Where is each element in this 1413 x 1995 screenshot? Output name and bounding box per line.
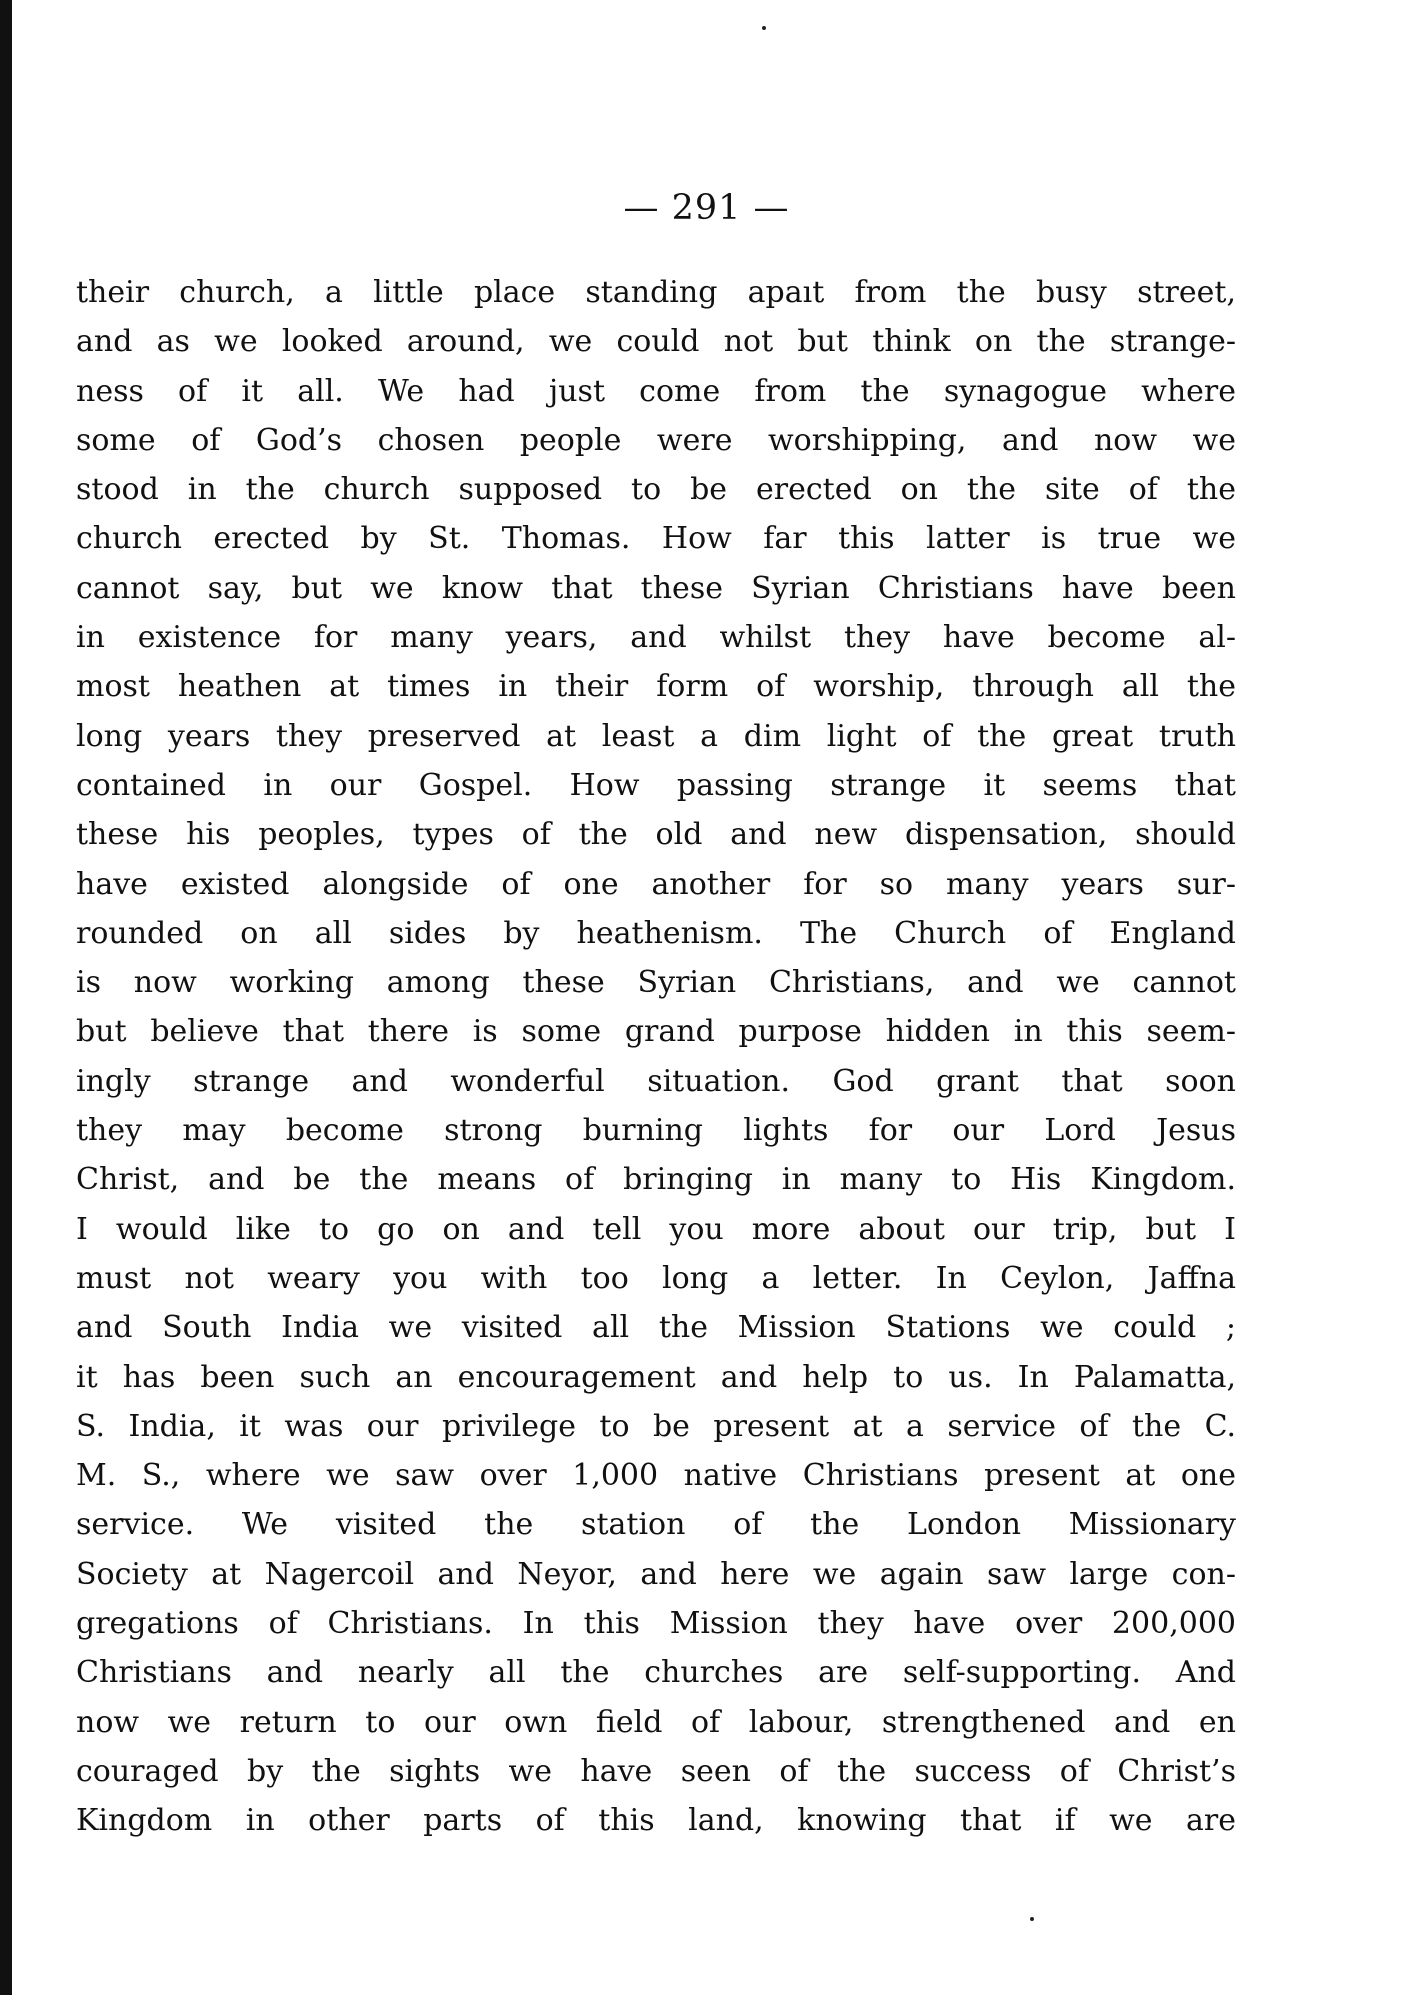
text-line: these his peoples, types of the old and new dispensation, should: [76, 817, 1236, 853]
text-line: M. S., where we saw over 1,000 native Christians present at one: [76, 1458, 1236, 1494]
body-text: [76, 268, 1236, 1846]
text-line: stood in the church supposed to be erected on the site of the: [76, 472, 1236, 508]
text-line: S. India, it was our privilege to be present at a service of the C.: [76, 1408, 1236, 1444]
text-line: cannot say, but we know that these Syrian Christians have been: [76, 570, 1236, 606]
text-line: and South India we visited all the Mission Stations we could ;: [76, 1310, 1236, 1346]
text-line: it has been such an encouragement and help to us. In Palamatta,: [76, 1359, 1236, 1395]
text-line: long years they preserved at least a dim light of the great truth: [76, 718, 1236, 754]
text-line: some of God’s chosen people were worshipping, and now we: [76, 422, 1236, 458]
text-line: in existence for many years, and whilst they have become al-: [76, 620, 1236, 656]
text-line: have existed alongside of one another for so many years sur-: [76, 866, 1236, 902]
text-line: church erected by St. Thomas. How far this latter is true we: [76, 521, 1236, 557]
text-line: is now working among these Syrian Christians, and we cannot: [76, 965, 1236, 1001]
text-line: service. We visited the station of the London Missionary: [76, 1507, 1236, 1543]
page-number: — 291 —: [623, 188, 790, 228]
text-line: Christ, and be the means of bringing in many to His Kingdom.: [76, 1162, 1236, 1198]
text-line: and as we looked around, we could not but think on the strange-: [76, 324, 1236, 360]
text-line: most heathen at times in their form of worship, through all the: [76, 669, 1236, 705]
text-line: must not weary you with too long a letter. In Ceylon, Jaffna: [76, 1260, 1236, 1296]
text-line: ingly strange and wonderful situation. God grant that soon: [76, 1063, 1236, 1099]
text-line: but believe that there is some grand purpose hidden in this seem-: [76, 1014, 1236, 1050]
text-line: ness of it all. We had just come from the synagogue where: [76, 373, 1236, 409]
text-line: Kingdom in other parts of this land, knowing that if we are: [76, 1803, 1236, 1839]
text-line: Society at Nagercoil and Neyor, and here we again saw large con-: [76, 1556, 1236, 1592]
ink-speck: [1030, 1917, 1034, 1921]
text-line: gregations of Christians. In this Mission they have over 200,000: [76, 1606, 1236, 1642]
text-line: couraged by the sights we have seen of the success of Christ’s: [76, 1753, 1236, 1789]
text-line: they may become strong burning lights for our Lord Jesus: [76, 1113, 1236, 1149]
text-line: Christians and nearly all the churches are self-supporting. And: [76, 1655, 1236, 1691]
text-line: rounded on all sides by heathenism. The Church of England: [76, 915, 1236, 951]
ink-speck: [762, 26, 766, 30]
binding-edge: [0, 0, 12, 1995]
text-line: contained in our Gospel. How passing strange it seems that: [76, 767, 1236, 803]
text-line: I would like to go on and tell you more about our trip, but I: [76, 1211, 1236, 1247]
text-line: their church, a little place standing apaıt from the busy street,: [76, 275, 1236, 310]
text-line: now we return to our own field of labour, strengthened and en: [76, 1704, 1236, 1740]
